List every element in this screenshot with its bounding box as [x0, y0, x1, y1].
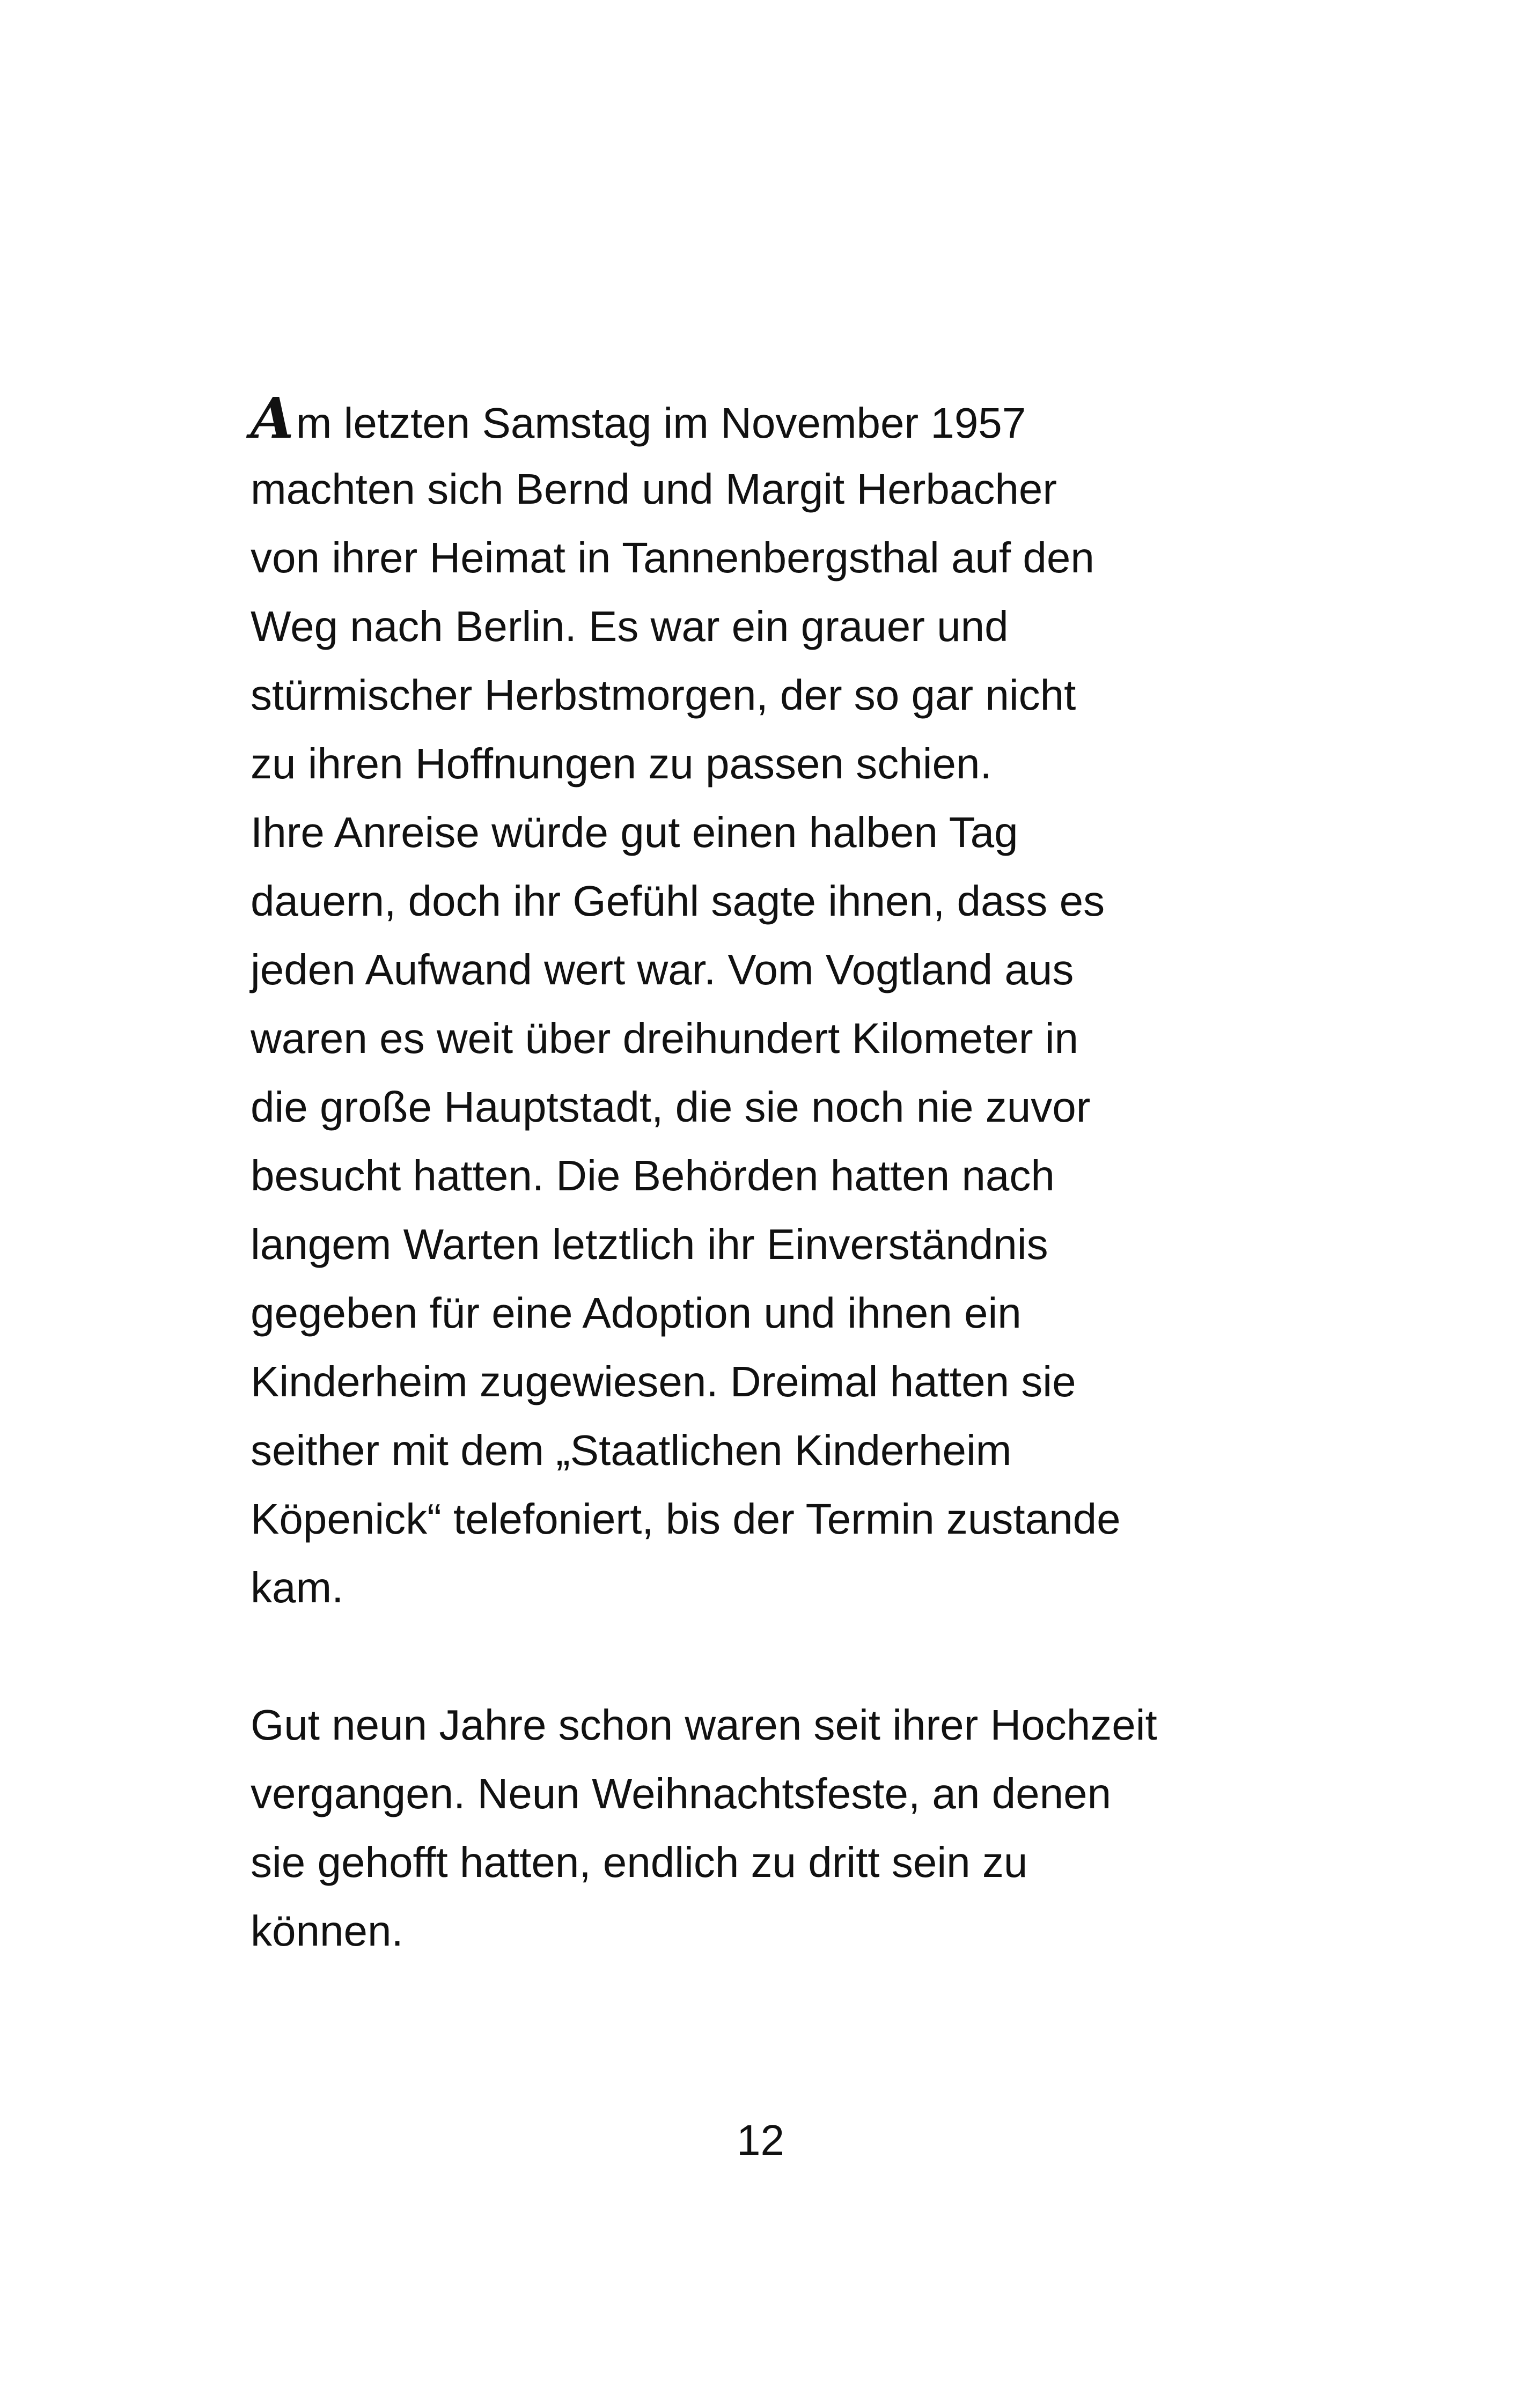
paragraph-2-line: Gut neun Jahre schon waren seit ihrer Hochzeit — [251, 1701, 1157, 1749]
paragraph-1-line-1-rest: m letzten Samstag im November 1957 — [296, 399, 1026, 447]
paragraph-gap — [251, 1622, 1270, 1691]
paragraph-1-line: die große Hauptstadt, die sie noch nie zuvor — [251, 1083, 1091, 1131]
paragraph-1-line: Kinderheim zugewiesen. Dreimal hatten sie — [251, 1358, 1076, 1405]
paragraph-2-line: sie gehofft hatten, endlich zu dritt sein zu — [251, 1838, 1028, 1886]
paragraph-1-line: stürmischer Herbstmorgen, der so gar nicht — [251, 671, 1076, 719]
paragraph-1-line: dauern, doch ihr Gefühl sagte ihnen, dass es — [251, 877, 1105, 925]
paragraph-1-line: jeden Aufwand wert war. Vom Vogtland aus — [251, 946, 1074, 993]
body-text — [251, 382, 1270, 1965]
paragraph-1-line: besucht hatten. Die Behörden hatten nach — [251, 1152, 1055, 1199]
paragraph-1-line: machten sich Bernd und Margit Herbacher — [251, 465, 1057, 513]
paragraph-1-line-1 — [251, 382, 1270, 455]
paragraph-1-line: gegeben für eine Adoption und ihnen ein — [251, 1289, 1022, 1337]
paragraph-2-line: vergangen. Neun Weihnachtsfeste, an denen — [251, 1770, 1112, 1817]
paragraph-2-line: können. — [251, 1907, 403, 1955]
paragraph-1-line: seither mit dem „Staatlichen Kinderheim — [251, 1426, 1012, 1474]
paragraph-1-line: kam. — [251, 1564, 344, 1611]
paragraph-1-line: zu ihren Hoffnungen zu passen schien. — [251, 740, 992, 787]
page-number: 12 — [737, 2116, 784, 2164]
paragraph-1-line: langem Warten letztlich ihr Einverständnis — [251, 1220, 1048, 1268]
paragraph-1-line: Weg nach Berlin. Es war ein grauer und — [251, 602, 1009, 650]
paragraph-1-line: von ihrer Heimat in Tannenbergsthal auf den — [251, 534, 1094, 581]
paragraph-1-line: waren es weit über dreihundert Kilometer in — [251, 1014, 1079, 1062]
drop-initial: A — [251, 385, 294, 451]
paragraph-1-line: Köpenick“ telefoniert, bis der Termin zustande — [251, 1495, 1121, 1543]
paragraph-1-line: Ihre Anreise würde gut einen halben Tag — [251, 808, 1018, 856]
